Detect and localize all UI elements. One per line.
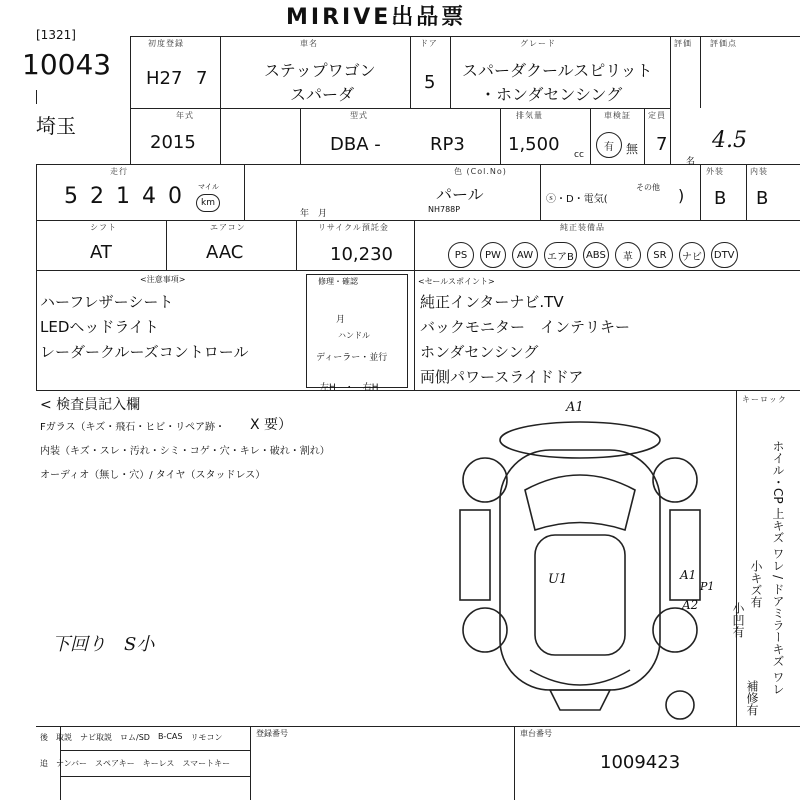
reg-no-label: 登録番号 (256, 729, 288, 738)
inspector-audio: オーディオ（無し・穴）/ タイヤ（スタッドレス） (40, 470, 266, 481)
bottom-row-2 (40, 758, 230, 769)
doors-label: ドア (420, 39, 438, 48)
exterior-value: B (714, 188, 727, 209)
model-label: 型式 (350, 111, 368, 120)
model-value: RP3 (430, 134, 465, 155)
equipment-item: エアB (544, 242, 577, 268)
chassis-label: 車台番号 (520, 729, 552, 738)
shift-value: AT (90, 242, 112, 263)
person-unit: 名 (686, 157, 696, 167)
miles-label: マイル (198, 183, 219, 191)
mark-center: U1 (548, 572, 568, 587)
bottom-cell: スペアキー (95, 759, 135, 768)
exterior-label: 外装 (706, 167, 724, 176)
mileage-unit-km: km (196, 194, 220, 212)
grade-line2: ・ホンダセンシング (480, 85, 623, 104)
bottom-cell: 取説 (56, 733, 72, 742)
inspector-handwritten: 下回り S小 (52, 634, 155, 655)
grade-label: グレード (520, 39, 556, 48)
equipment-item: PW (480, 242, 506, 268)
color-code: NH788P (428, 205, 461, 214)
year-value: 2015 (150, 132, 196, 153)
equipment-item: PS (448, 242, 474, 268)
first-reg-label: 初度登録 (148, 39, 184, 48)
interior-label: 内装 (750, 167, 768, 176)
list-item: バックモニター インテリキー (420, 318, 631, 336)
year-label: 年式 (176, 111, 194, 120)
mileage-digit: 2 (90, 184, 104, 209)
first-reg-month: 7 (196, 68, 208, 89)
bottom-row-1 (40, 732, 222, 743)
mark-right-1: A1 (680, 568, 697, 582)
inspector-interior: 内装（キズ・スレ・汚れ・シミ・コゲ・穴・キレ・破れ・割れ） (40, 446, 330, 457)
list-item: レーダークルーズコントロール (40, 343, 249, 361)
bottom-cell: 追 (40, 759, 48, 768)
eval-pt-label: 評価点 (710, 39, 737, 48)
keylock-label: キーロック (742, 395, 787, 404)
bottom-cell: スマートキー (182, 759, 231, 768)
recycle-value: 10,230 (330, 244, 393, 265)
side-notes-3: 小凹有 (731, 602, 745, 638)
list-item: LEDヘッドライト (40, 318, 159, 336)
recycle-label: リサイクル預託金 (318, 223, 389, 232)
handle-label: ハンドル (338, 331, 370, 340)
equipment-item: SR (647, 242, 673, 268)
equipment-item: ナビ (679, 242, 705, 268)
inspection-none: 無 (626, 142, 639, 156)
equipment-item: ABS (583, 242, 609, 268)
mark-right-3: A2 (682, 598, 699, 612)
car-name-line2: スパーダ (290, 85, 355, 104)
inspector-label: < 検査員記入欄 (40, 397, 141, 413)
equipment-item: AW (512, 242, 538, 268)
bottom-cell: ナビ取説 (80, 733, 112, 742)
lot-region: 埼玉 (36, 114, 76, 138)
sales-label: <セールスポイント> (418, 277, 495, 286)
sales-points-list (420, 290, 630, 390)
recall-label: 修理・確認 (318, 277, 358, 286)
handle-lr: 左H ・ 右H (320, 383, 379, 393)
color-label: 色 (Col.No) (454, 167, 507, 176)
notes-label: <注意事項> (140, 275, 186, 284)
notes-list (40, 290, 249, 365)
car-damage-diagram (440, 400, 720, 730)
dealer-label: ディーラー・並行 (316, 353, 388, 363)
bottom-cell: ロム/SD (120, 733, 150, 742)
equipment-label: 純正装備品 (560, 223, 605, 232)
displacement-value: 1,500 (508, 134, 560, 155)
mark-right-2: P1 (700, 580, 715, 593)
aircon-value: AAC (206, 242, 244, 263)
mileage-digit: 0 (168, 184, 182, 209)
mileage-digits (64, 184, 182, 209)
chassis-value: 1009423 (600, 752, 681, 773)
bottom-cell: キーレス (142, 759, 175, 768)
bottom-cell: リモコン (190, 733, 223, 742)
grade-line1: スパーダクールスピリット (462, 61, 653, 80)
model-prefix: DBA - (330, 134, 381, 155)
score-value: 4.5 (712, 128, 747, 153)
side-notes-2: 小キズ有 (749, 560, 763, 608)
equipment-item: DTV (711, 242, 738, 268)
color-other: その他 (636, 183, 660, 192)
bottom-cell: B-CAS (157, 732, 183, 741)
aircon-label: エアコン (210, 223, 246, 232)
mileage-label: 走行 (110, 167, 128, 176)
car-name-label: 車名 (300, 39, 318, 48)
mileage-digit: 1 (116, 184, 130, 209)
bottom-cell: 後 (40, 733, 48, 742)
shift-label: シフト (90, 223, 117, 232)
car-name-line1: ステップワゴン (264, 61, 376, 80)
list-item: ハーフレザーシート (40, 293, 174, 311)
mark-front: A1 (566, 400, 584, 415)
capacity-label: 定員 (648, 111, 666, 120)
inspector-glass: Fガラス（キズ・飛石・ヒビ・リペア跡・ (40, 422, 226, 433)
displacement-label: 排気量 (516, 111, 543, 120)
first-reg-era: H27 (146, 68, 183, 89)
equipment-item: 革 (615, 242, 641, 268)
bottom-cell: ナンバー (56, 759, 88, 768)
inspection-yes-mark: 有 (596, 132, 622, 158)
equipment-list (448, 242, 738, 268)
list-item: 両側パワースライドドア (420, 368, 584, 386)
page-title: MIRIVE出品票 (286, 5, 467, 30)
side-notes-1: ホイル・CP 上キズ ワレ / ドアミラーキズ ワレ (771, 440, 785, 695)
color-value: パール (436, 185, 484, 204)
lot-number: 10043 (22, 48, 112, 81)
cert-month: 月 (336, 315, 346, 325)
ym-unit: 年 月 (300, 209, 328, 219)
doors-value: 5 (424, 72, 436, 93)
list-item: 純正インターナビ.TV (420, 293, 564, 311)
list-item: ホンダセンシング (420, 343, 539, 361)
mileage-digit: 5 (64, 184, 78, 209)
inspection-label: 車検証 (604, 111, 631, 120)
cc-unit: cc (574, 150, 584, 160)
eval-label: 評価 (674, 39, 692, 48)
color-type: ⓢ・D・電気( (546, 194, 608, 205)
side-notes-4: 補修有 (745, 680, 759, 716)
lot-bracket: [1321] (36, 28, 76, 42)
capacity-value: 7 (656, 134, 668, 155)
color-close: ) (678, 186, 685, 205)
inspector-glass-mark: X 要） (250, 417, 293, 433)
mileage-digit: 4 (142, 184, 156, 209)
interior-value: B (756, 188, 769, 209)
